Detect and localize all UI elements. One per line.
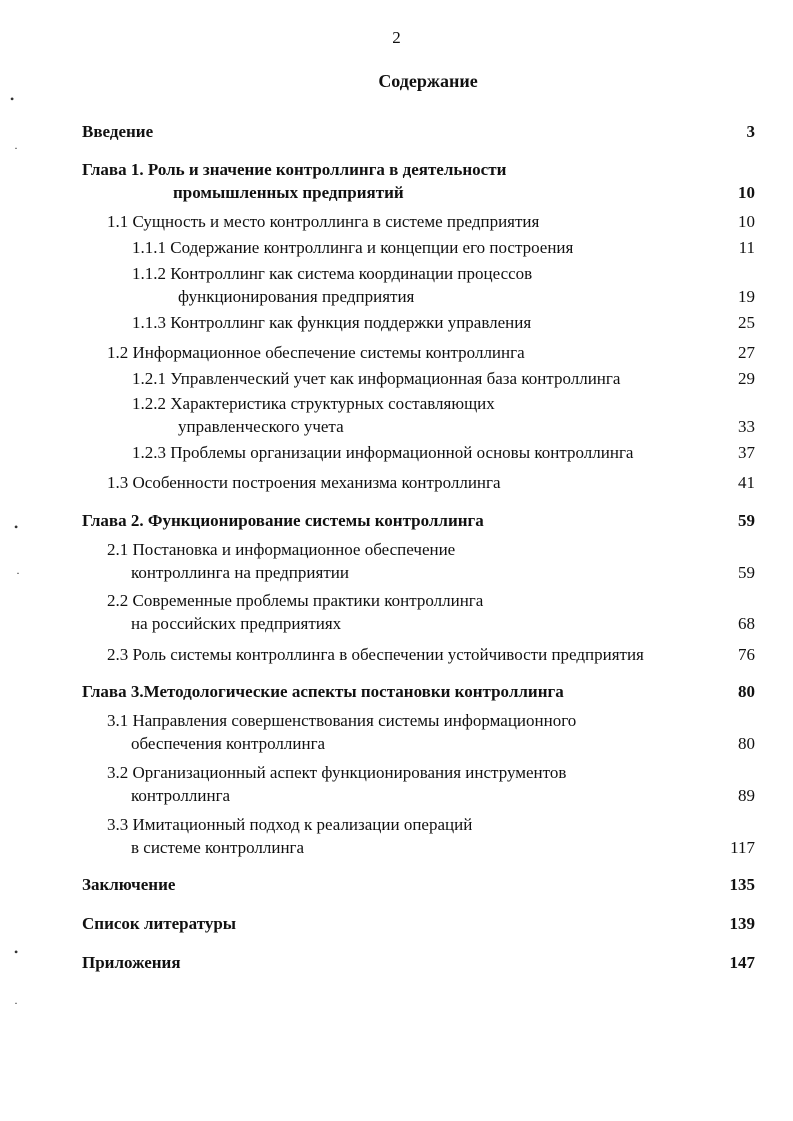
toc-page: 10 [738,183,755,202]
toc-label: 1.3 Особенности построения механизма контроллинга [107,473,501,492]
scan-speck: · [14,141,18,155]
toc-label: Введение [82,122,154,141]
toc-label: Список литературы [82,914,237,933]
toc-page: 19 [738,287,755,306]
scan-speck: • [14,520,19,534]
toc-page: 80 [738,734,755,753]
toc-label-line: на российских предприятиях [131,614,342,633]
toc-label [82,158,506,204]
page-number: 2 [392,28,401,47]
toc-label [132,262,532,308]
toc-label: Глава 3.Методологические аспекты постановки контроллинга [82,682,564,701]
toc-label-line: 1.2.2 Характеристика структурных составляющих [132,394,495,413]
toc-page: 27 [738,343,755,362]
toc-page: 25 [738,313,755,332]
toc-label: 1.2.1 Управленческий учет как информационная база контроллинга [132,369,621,388]
toc-label-line: 3.3 Имитационный подход к реализации операций [107,815,473,834]
toc-label-line: 1.1.2 Контроллинг как система координации процессов [132,264,533,283]
toc-label [107,589,483,635]
toc-page: 33 [738,417,755,436]
toc-label: Заключение [82,875,176,894]
toc-label: Глава 2. Функционирование системы контроллинга [82,511,484,530]
toc-page: 76 [738,645,755,664]
toc-page: 37 [738,443,755,462]
toc-page: 80 [738,682,755,701]
toc-title: Содержание [378,71,478,91]
toc-label-line: контроллинга [131,786,231,805]
toc-label [132,392,495,438]
toc-label-line: 2.1 Постановка и информационное обеспечение [107,540,456,559]
toc-label-line: 3.1 Направления совершенствования системы информационного [107,711,577,730]
toc-label-line: контроллинга на предприятии [131,563,349,582]
scan-speck: • [10,92,15,106]
scan-speck: · [16,566,20,580]
toc-label-line: 3.2 Организационный аспект функционирования инструментов [107,763,567,782]
toc-label: 1.2.3 Проблемы организации информационной основы контроллинга [132,443,634,462]
toc-page: 68 [738,614,755,633]
toc-page: 139 [729,914,755,933]
toc-page: 59 [738,563,755,582]
toc-label-line: в системе контроллинга [131,838,305,857]
toc-label-line: Глава 1. Роль и значение контроллинга в деятельности [82,160,507,179]
toc-label-line: управленческого учета [178,417,344,436]
toc-label-line: функционирования предприятия [178,287,415,306]
toc-label [107,813,472,859]
toc-label [107,709,576,755]
toc-label: 1.1.3 Контроллинг как функция поддержки управления [132,313,532,332]
toc-label: 1.1 Сущность и место контроллинга в системе предприятия [107,212,540,231]
toc-page: 89 [738,786,755,805]
toc-label [107,538,455,584]
toc-page: 135 [729,875,755,894]
toc-label: 2.3 Роль системы контроллинга в обеспечении устойчивости предприятия [107,645,644,664]
toc-label-line: 2.2 Современные проблемы практики контроллинга [107,591,484,610]
toc-page: 41 [738,473,755,492]
toc-page: 59 [738,511,755,530]
toc-page: 11 [738,238,755,257]
scan-speck: · [14,996,18,1010]
toc-page: 147 [729,953,755,972]
toc-page: 117 [730,838,755,857]
toc-label: 1.1.1 Содержание контроллинга и концепции его построения [132,238,574,257]
toc-page: 29 [738,369,755,388]
toc-label-line: промышленных предприятий [173,183,404,202]
scan-speck: • [14,945,19,959]
toc-label: Приложения [82,953,181,972]
toc-page: 3 [746,122,755,141]
toc-page: 10 [738,212,755,231]
toc-label: 1.2 Информационное обеспечение системы контроллинга [107,343,525,362]
toc-label-line: обеспечения контроллинга [131,734,326,753]
toc-label [107,761,566,807]
